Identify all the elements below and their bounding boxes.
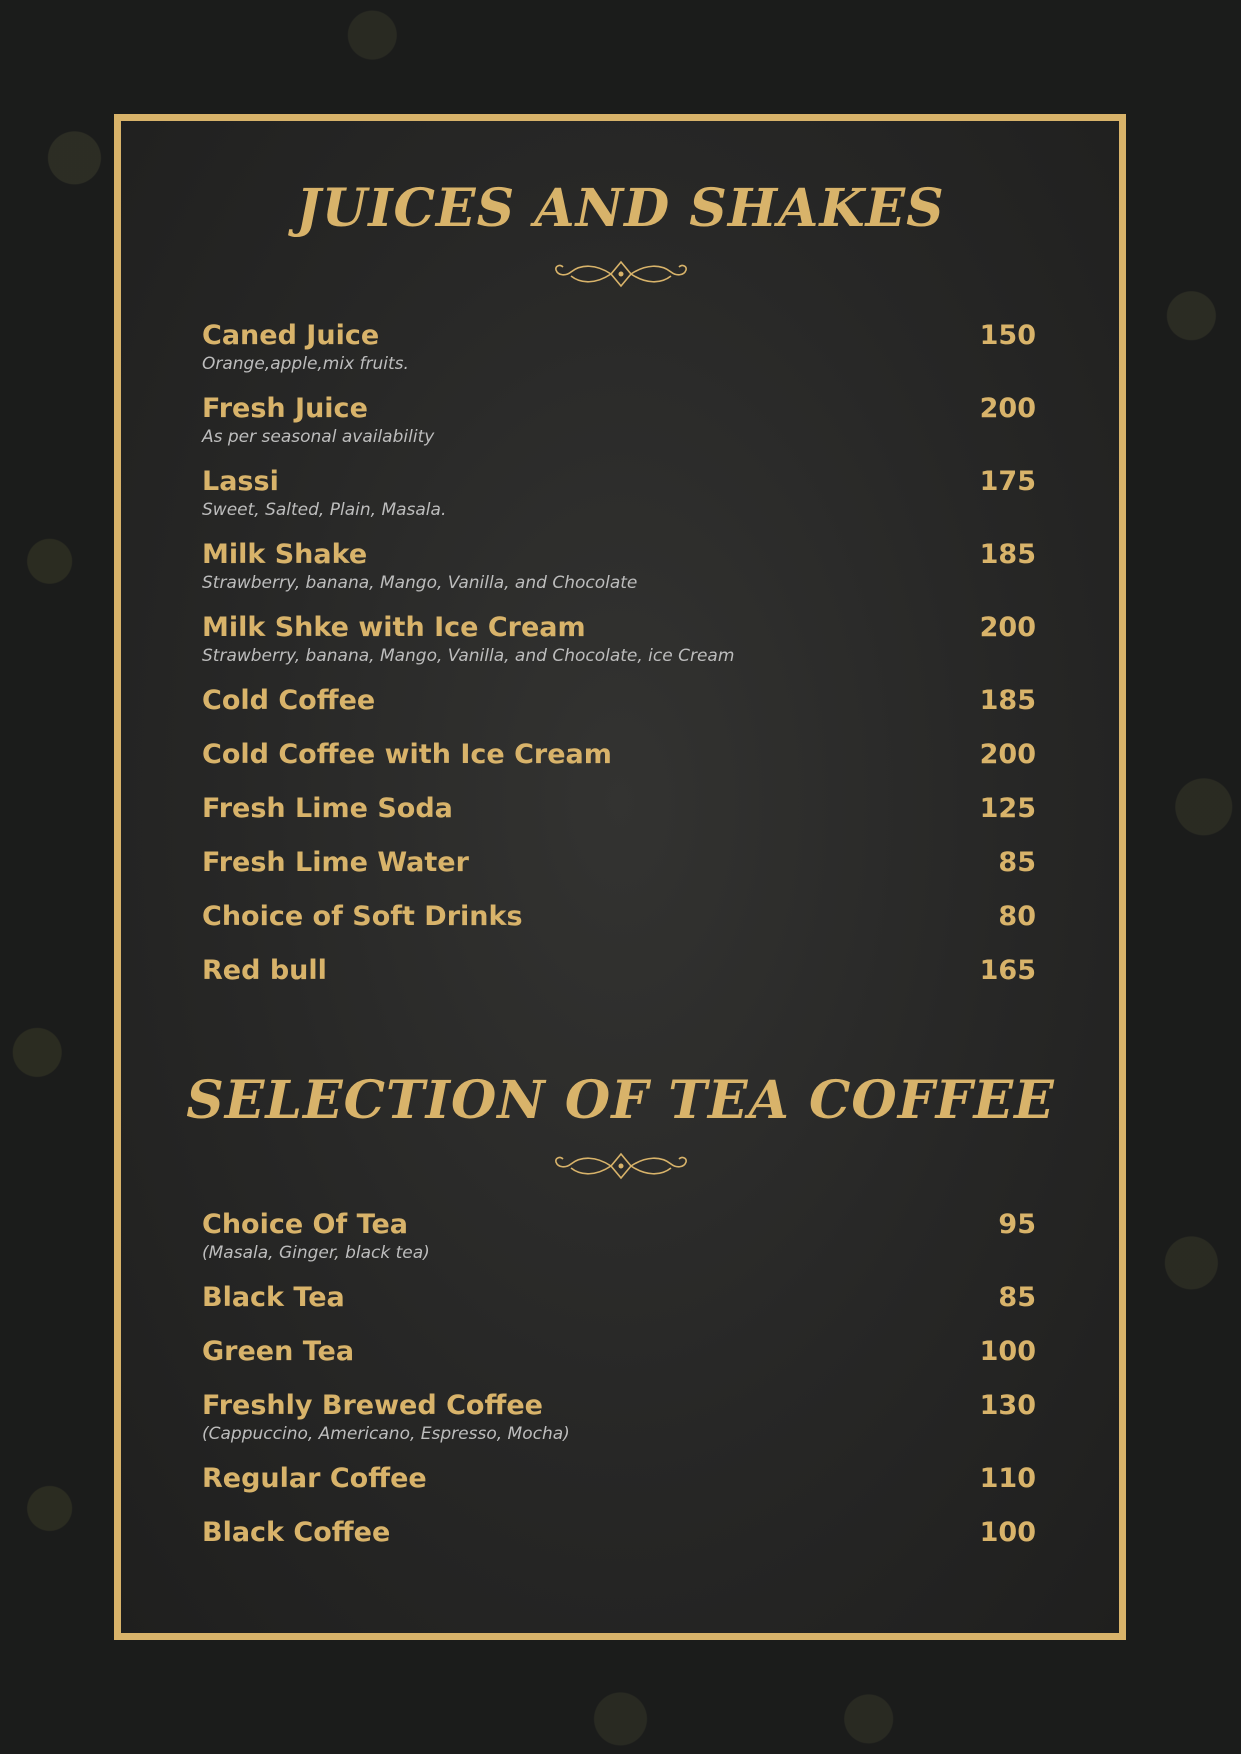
- flourish-divider-icon: [546, 1148, 696, 1184]
- item-name: Fresh Lime Soda: [202, 793, 453, 824]
- menu-item: [202, 465, 1036, 538]
- item-price: 125: [979, 793, 1036, 824]
- item-name: Cold Coffee: [202, 685, 376, 716]
- item-price: 110: [979, 1463, 1036, 1494]
- item-name: Milk Shke with Ice Cream: [202, 612, 586, 643]
- section-title-juices-shakes: JUICES AND SHAKES: [296, 178, 945, 239]
- item-description: Orange,apple,mix fruits.: [202, 354, 409, 374]
- item-price: 85: [998, 1282, 1036, 1313]
- menu-item: [202, 392, 1036, 465]
- item-description: (Masala, Ginger, black tea): [202, 1243, 430, 1263]
- item-name: Freshly Brewed Coffee: [202, 1390, 543, 1421]
- item-description: Strawberry, banana, Mango, Vanilla, and Chocolate, ice Cream: [202, 646, 735, 666]
- menu-item: [202, 1208, 1036, 1281]
- item-price: 100: [979, 1336, 1036, 1367]
- item-name: Caned Juice: [202, 320, 380, 351]
- item-name: Fresh Juice: [202, 393, 368, 424]
- item-price: 165: [979, 955, 1036, 986]
- menu-item: [202, 611, 1036, 684]
- item-name: Black Tea: [202, 1282, 345, 1313]
- menu-item: [202, 846, 1036, 900]
- item-price: 200: [979, 739, 1036, 770]
- item-name: Cold Coffee with Ice Cream: [202, 739, 612, 770]
- menu-list-tea-coffee: [202, 1208, 1036, 1570]
- item-price: 185: [979, 685, 1036, 716]
- menu-item: [202, 792, 1036, 846]
- item-name: Fresh Lime Water: [202, 847, 469, 878]
- item-price: 95: [998, 1209, 1036, 1240]
- menu-item: [202, 954, 1036, 1008]
- menu-item: [202, 1389, 1036, 1462]
- menu-item: [202, 684, 1036, 738]
- item-price: 85: [998, 847, 1036, 878]
- menu-item: [202, 1516, 1036, 1570]
- section-title-tea-coffee: SELECTION OF TEA COFFEE: [186, 1070, 1055, 1131]
- item-name: Lassi: [202, 466, 279, 497]
- menu-item: [202, 1281, 1036, 1335]
- menu-item: [202, 319, 1036, 392]
- item-price: 200: [979, 612, 1036, 643]
- item-price: 80: [998, 901, 1036, 932]
- item-name: Black Coffee: [202, 1517, 391, 1548]
- item-description: (Cappuccino, Americano, Espresso, Mocha): [202, 1424, 570, 1444]
- item-name: Choice of Soft Drinks: [202, 901, 523, 932]
- item-description: Strawberry, banana, Mango, Vanilla, and Chocolate: [202, 573, 638, 593]
- item-price: 150: [979, 320, 1036, 351]
- item-price: 200: [979, 393, 1036, 424]
- item-price: 185: [979, 539, 1036, 570]
- item-price: 100: [979, 1517, 1036, 1548]
- flourish-divider-icon: [546, 256, 696, 292]
- item-name: Green Tea: [202, 1336, 355, 1367]
- menu-item: [202, 900, 1036, 954]
- item-price: 175: [979, 466, 1036, 497]
- menu-item: [202, 538, 1036, 611]
- menu-item: [202, 738, 1036, 792]
- item-description: Sweet, Salted, Plain, Masala.: [202, 500, 447, 520]
- menu-list-juices-shakes: [202, 319, 1036, 1008]
- menu-item: [202, 1335, 1036, 1389]
- item-description: As per seasonal availability: [202, 427, 435, 447]
- item-name: Regular Coffee: [202, 1463, 427, 1494]
- item-name: Red bull: [202, 955, 327, 986]
- item-name: Choice Of Tea: [202, 1209, 409, 1240]
- item-name: Milk Shake: [202, 539, 368, 570]
- item-price: 130: [979, 1390, 1036, 1421]
- menu-item: [202, 1462, 1036, 1516]
